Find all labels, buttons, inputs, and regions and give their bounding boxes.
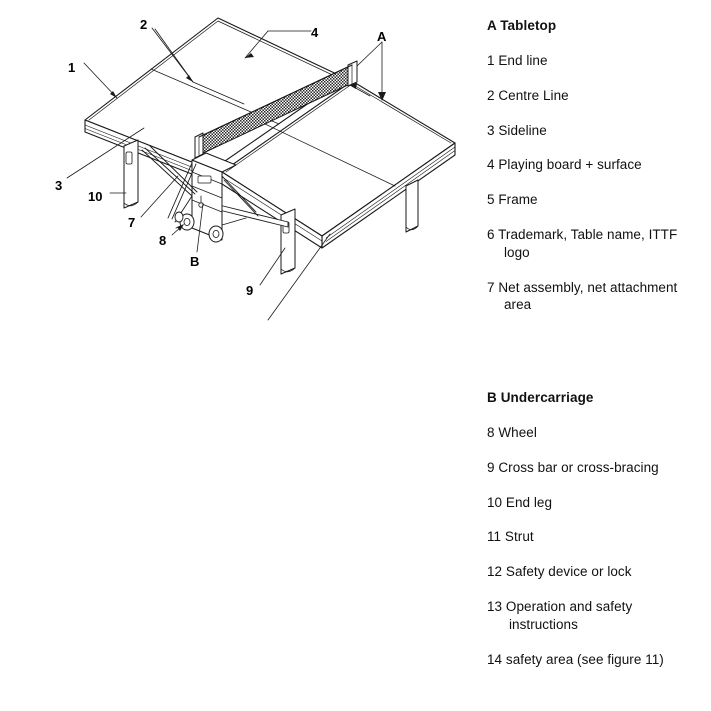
- legend-item-11: 11 Strut: [487, 529, 534, 545]
- legend-heading-undercarriage: B Undercarriage: [487, 390, 594, 405]
- legend-item-5: 5 Frame: [487, 192, 538, 208]
- callout-A: A: [377, 29, 387, 44]
- end-leg-left: [124, 140, 138, 208]
- table-tennis-table-illustration: [0, 0, 480, 360]
- legend-item-2: 2 Centre Line: [487, 87, 569, 103]
- legend-section-undercarriage: [487, 390, 702, 668]
- end-leg-centre-right: [281, 209, 295, 274]
- callout-8: 8: [159, 233, 167, 248]
- legend-item-8: 8 Wheel: [487, 424, 537, 440]
- callout-9: 9: [246, 283, 254, 298]
- legend-item-14: 14 safety area (see figure 11): [487, 651, 664, 667]
- legend-list-tabletop: [487, 52, 702, 314]
- legend-section-tabletop: [487, 18, 702, 314]
- legend-heading-tabletop: A Tabletop: [487, 18, 557, 33]
- legend-list-undercarriage: [487, 424, 702, 669]
- legend-item-3: 3 Sideline: [487, 122, 547, 138]
- callout-3: 3: [55, 178, 63, 193]
- legend-item-10: 10 End leg: [487, 494, 553, 510]
- legend-item-4: 4 Playing board + surface: [487, 157, 642, 173]
- callout-B: B: [190, 254, 200, 269]
- legend-item-9: 9 Cross bar or cross-bracing: [487, 459, 659, 475]
- legend-item-1: 1 End line: [487, 52, 548, 68]
- callout-2: 2: [140, 17, 148, 32]
- end-leg-right: [406, 180, 418, 232]
- legend-item-12: 12 Safety device or lock: [487, 564, 632, 580]
- callout-7: 7: [128, 215, 136, 230]
- callout-10: 10: [88, 189, 103, 204]
- legend-item-6: 6 Trademark, Table name, ITTF logo: [487, 226, 678, 260]
- callout-4: 4: [311, 25, 319, 40]
- callout-1: 1: [68, 60, 76, 75]
- legend-item-7: 7 Net assembly, net attachment area: [487, 279, 678, 313]
- legend-item-13: 13 Operation and safety instructions: [487, 598, 633, 632]
